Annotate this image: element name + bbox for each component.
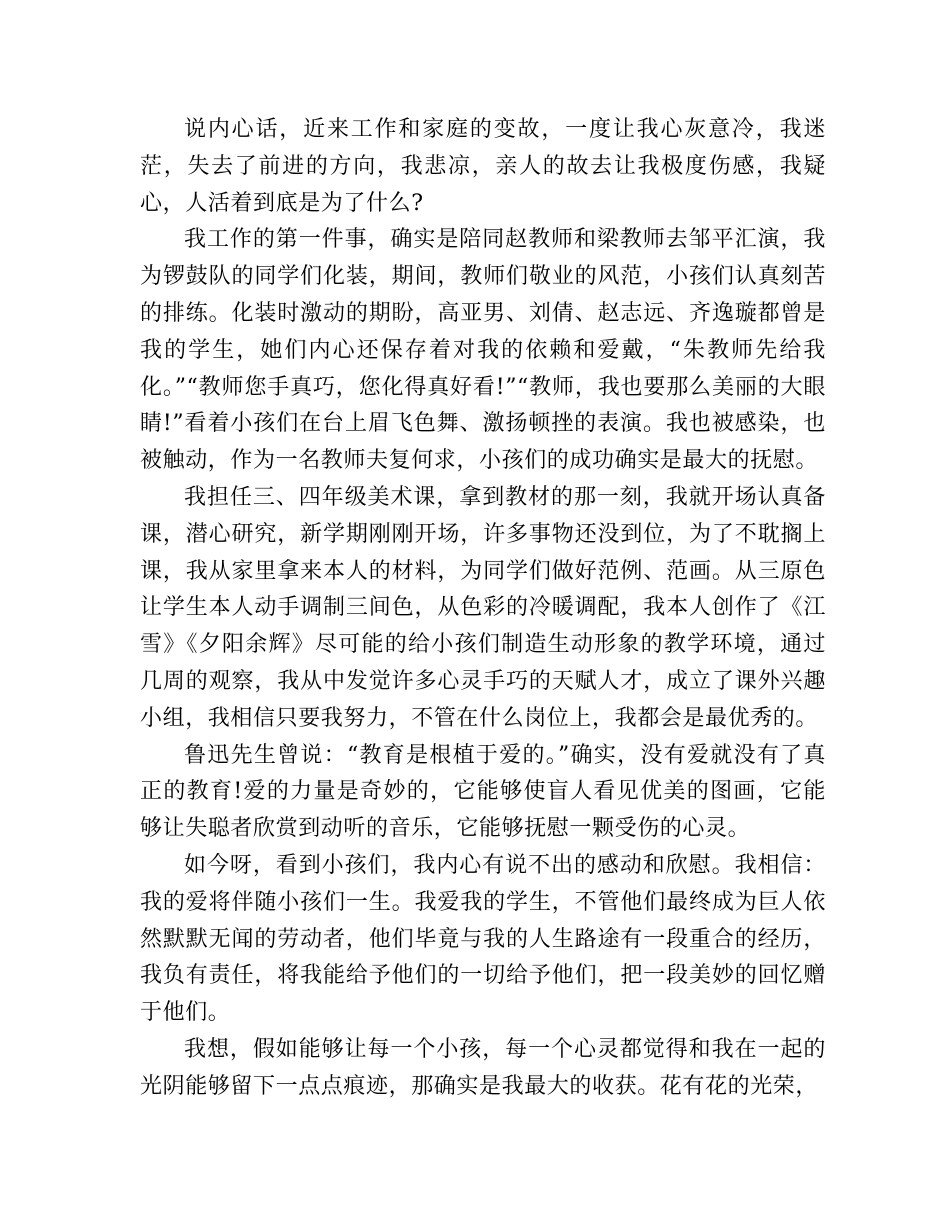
document-body (140, 112, 826, 1106)
paragraph-2: 我工作的第一件事，确实是陪同赵教师和梁教师去邹平汇演，我为锣鼓队的同学们化装，期间，教师们敬业的风范，小孩们认真刻苦的排练。化装时激动的期盼，高亚男、刘倩、赵志远、齐逸璇都曾是我的学生，她们内心还保存着对我的依赖和爱戴，“朱教师先给我化。”“教师您手真巧，您化得真好看!”“教师，我也要那么美丽的大眼睛!”看着小孩们在台上眉飞色舞、激扬顿挫的表演。我也被感染，也被触动，作为一名教师夫复何求，小孩们的成功确实是最大的抚慰。 (140, 227, 826, 474)
paragraph-1: 说内心话，近来工作和家庭的变故，一度让我心灰意冷，我迷茫，失去了前进的方向，我悲凉，亲人的故去让我极度伤感，我疑心，人活着到底是为了什么? (140, 117, 826, 216)
paragraph-4: 鲁迅先生曾说：“教育是根植于爱的。”确实，没有爱就没有了真正的教育!爱的力量是奇妙的，它能够使盲人看见优美的图画，它能够让失聪者欣赏到动听的音乐，它能够抚慰一颗受伤的心灵。 (140, 742, 826, 842)
paragraph-5: 如今呀，看到小孩们，我内心有说不出的感动和欣慰。我相信：我的爱将伴随小孩们一生。我爱我的学生，不管他们最终成为巨人依然默默无闻的劳动者，他们毕竟与我的人生路途有一段重合的经历，我负有责任，将我能给予他们的一切给予他们，把一段美妙的回忆赠于他们。 (140, 852, 826, 1026)
paragraph-3: 我担任三、四年级美术课，拿到教材的那一刻，我就开场认真备课，潜心研究，新学期刚刚开场，许多事物还没到位，为了不耽搁上课，我从家里拿来本人的材料，为同学们做好范例、范画。从三原色让学生本人动手调制三间色，从色彩的冷暖调配，我本人创作了《江雪》《夕阳余辉》尽可能的给小孩们制造生动形象的教学环境，通过几周的观察，我从中发觉许多心灵手巧的天赋人才，成立了课外兴趣小组，我相信只要我努力，不管在什么岗位上，我都会是最优秀的。 (140, 484, 826, 731)
paragraph-6: 我想，假如能够让每一个小孩，每一个心灵都觉得和我在一起的光阴能够留下一点点痕迹，那确实是我最大的收获。花有花的光荣， (140, 1036, 826, 1099)
